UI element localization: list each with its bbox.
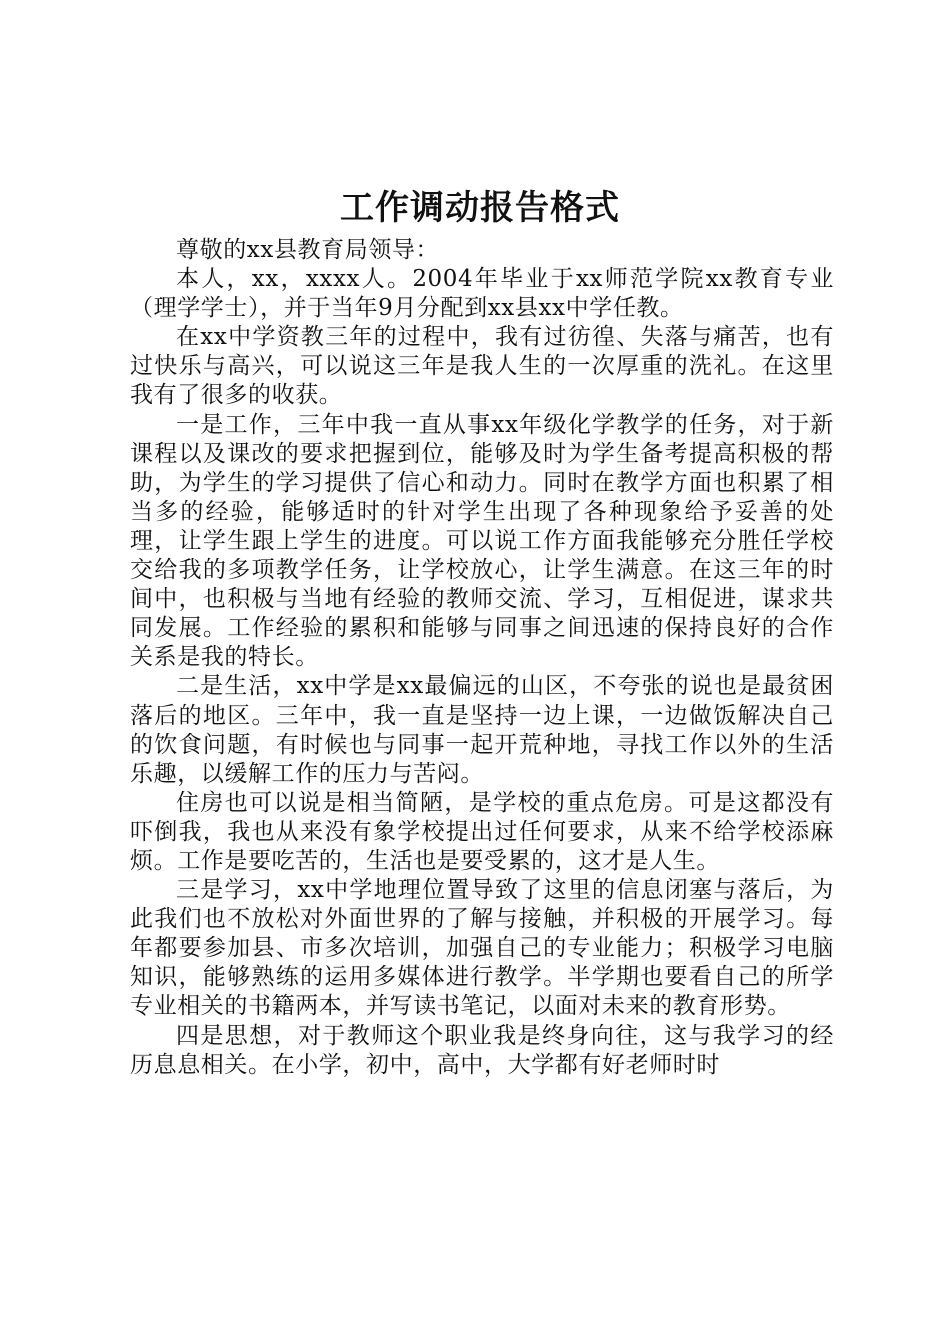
paragraph-work: 一是工作，三年中我一直从事xx年级化学教学的任务，对于新课程以及课改的要求把握到位，能够及时为学生备考提高积极的帮助，为学生的学习提供了信心和动力。同时在教学方面也积累了相当多的经验，能够适时的针对学生出现了各种现象给予妥善的处理，让学生跟上学生的进度。可以说工作方面我能够充分胜任学校交给我的多项教学任务，让学校放心，让学生满意。在这三年的时间中，也积极与当地有经验的教师交流、学习，互相促进，谋求共同发展。工作经验的累积和能够与同事之间迅速的保持良好的合作关系是我的特长。: [130, 411, 834, 671]
document-title: 工作调动报告格式: [340, 188, 620, 228]
document-body: [130, 236, 834, 1080]
paragraph-study: 三是学习，xx中学地理位置导致了这里的信息闭塞与落后，为此我们也不放松对外面世界的了解与接触，并积极的开展学习。每年都要参加县、市多次培训，加强自己的专业能力；积极学习电脑知识，能够熟练的运用多媒体进行教学。半学期也要看自己的所学专业相关的书籍两本，并写读书笔记，以面对未来的教育形势。: [130, 877, 834, 1020]
paragraph-housing: 住房也可以说是相当简陋，是学校的重点危房。可是这都没有吓倒我，我也从来没有象学校提出过任何要求，从来不给学校添麻烦。工作是要吃苦的，生活也是要受累的，这才是人生。: [130, 789, 834, 874]
paragraph-experience: 在xx中学资教三年的过程中，我有过彷徨、失落与痛苦，也有过快乐与高兴，可以说这三年是我人生的一次厚重的洗礼。在这里我有了很多的收获。: [130, 324, 834, 409]
paragraph-intro: 本人，xx，xxxx人。2004年毕业于xx师范学院xx教育专业（理学学士），并于当年9月分配到xx县xx中学任教。: [130, 266, 834, 322]
paragraph-thought: 四是思想，对于教师这个职业我是终身向往，这与我学习的经历息息相关。在小学，初中，高中，大学都有好老师时时: [130, 1022, 834, 1078]
paragraph-life: 二是生活，xx中学是xx最偏远的山区，不夸张的说也是最贫困落后的地区。三年中，我一直是坚持一边上课，一边做饭解决自己的饮食问题，有时候也与同事一起开荒种地，寻找工作以外的生活乐趣，以缓解工作的压力与苦闷。: [130, 673, 834, 787]
salutation: 尊敬的xx县教育局领导：: [176, 237, 440, 263]
